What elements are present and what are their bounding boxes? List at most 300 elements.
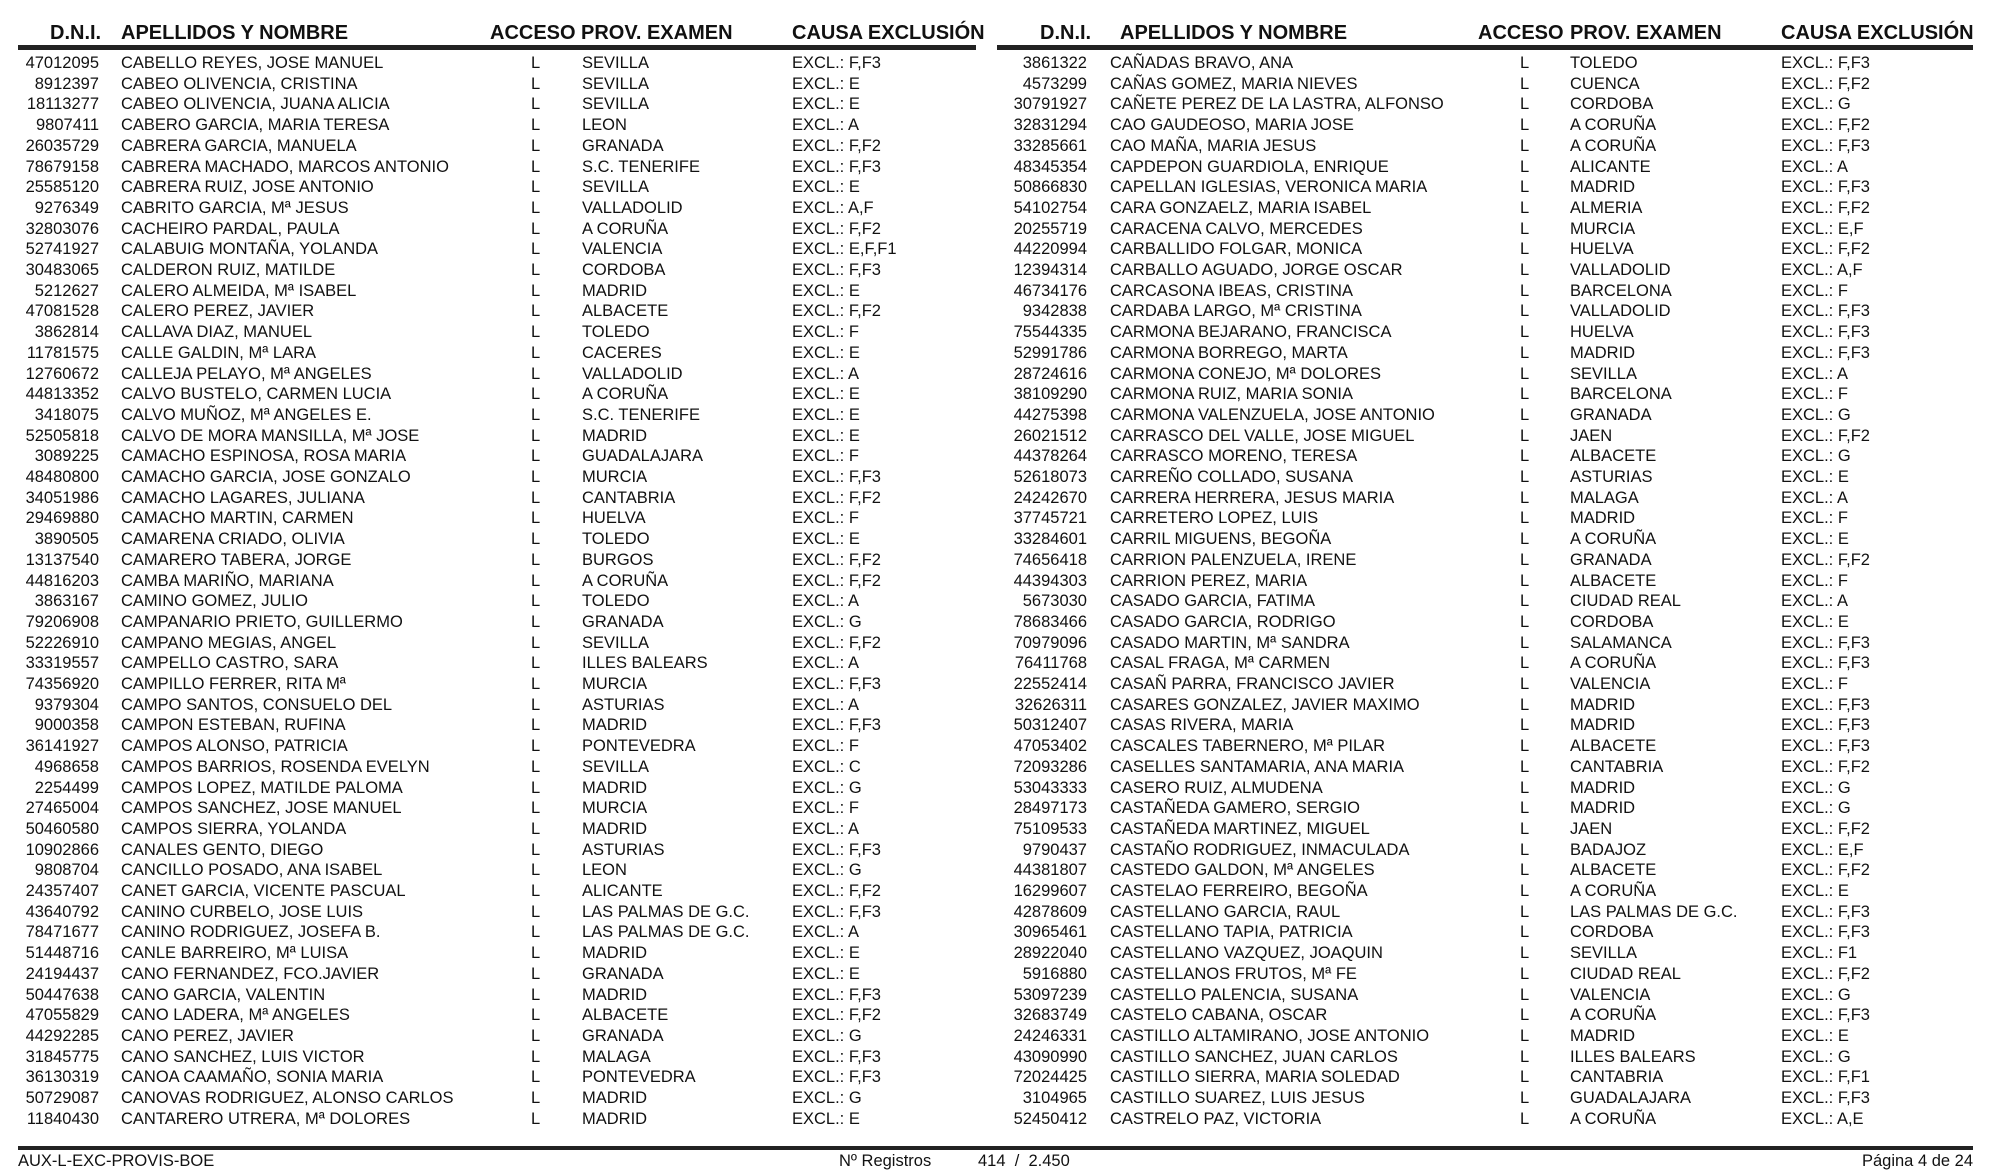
cell-dni: 28497173 [1013,799,1087,818]
table-row [0,157,990,178]
cell-dni: 50312407 [1013,716,1087,735]
cell-name: CAÑETE PEREZ DE LA LASTRA, ALFONSO [1110,95,1444,114]
cell-name: CAO MAÑA, MARIA JESUS [1110,136,1317,155]
table-row [0,405,990,426]
cell-name: CANINO RODRIGUEZ, JOSEFA B. [121,923,381,942]
cell-dni: 44378264 [1013,447,1087,466]
cell-causa: EXCL.: A,F [792,198,874,217]
cell-acceso: L [1520,116,1530,135]
cell-causa: EXCL.: A [1781,364,1848,383]
cell-name: CASTRELO PAZ, VICTORIA [1110,1109,1322,1128]
cell-prov: S.C. TENERIFE [582,157,700,176]
table-row [990,922,1980,943]
cell-dni: 44220994 [1013,240,1087,259]
cell-name: CALABUIG MONTAÑA, YOLANDA [121,240,379,259]
cell-name: CAPELLAN IGLESIAS, VERONICA MARIA [1110,178,1428,197]
table-row [0,343,990,364]
cell-dni: 53097239 [1013,985,1087,1004]
cell-prov: MADRID [582,944,648,963]
cell-name: CABEO OLIVENCIA, JUANA ALICIA [121,95,390,114]
cell-causa: EXCL.: A [792,819,859,838]
table-row [990,736,1980,757]
table-row [990,881,1980,902]
cell-dni: 51448716 [25,944,99,963]
cell-dni: 9342838 [1022,302,1087,321]
cell-dni: 50729087 [25,1089,99,1107]
header-name: APELLIDOS Y NOMBRE [121,22,349,44]
cell-causa: EXCL.: F [792,737,859,756]
cell-acceso: L [531,840,541,859]
cell-dni: 13137540 [25,550,99,569]
table-row [0,488,990,509]
cell-causa: EXCL.: F1 [1781,944,1858,963]
header-prov: PROV. EXAMEN [581,22,733,44]
cell-name: CAMPOS SANCHEZ, JOSE MANUEL [121,799,402,818]
cell-acceso: L [531,757,541,776]
cell-dni: 22552414 [1013,675,1087,693]
cell-dni: 44292285 [25,1026,99,1045]
cell-acceso: L [1520,405,1530,424]
cell-causa: EXCL.: G [1781,985,1851,1004]
cell-dni: 9808704 [34,861,99,880]
cell-causa: EXCL.: E [792,405,860,424]
cell-dni: 2254499 [34,778,99,797]
cell-prov: HUELVA [1570,323,1634,342]
cell-dni: 25585120 [25,178,99,197]
cell-acceso: L [1520,1006,1530,1025]
cell-acceso: L [1520,1047,1530,1066]
table-row [0,384,990,405]
table-row [0,1067,990,1088]
cell-causa: EXCL.: F,F3 [1781,902,1870,921]
cell-dni: 9000358 [34,716,99,735]
table-row [990,964,1980,985]
cell-acceso: L [1520,468,1530,486]
cell-acceso: L [531,1109,541,1128]
cell-name: CALERO ALMEIDA, Mª ISABEL [121,281,357,300]
cell-prov: GRANADA [582,612,664,631]
cell-causa: EXCL.: A [792,695,859,714]
cell-causa: EXCL.: F,F3 [792,468,881,486]
table-row [0,778,990,799]
cell-acceso: L [1520,343,1530,362]
cell-acceso: L [531,716,541,735]
cell-dni: 4573299 [1022,74,1087,93]
cell-prov: A CORUÑA [1570,1109,1657,1128]
cell-acceso: L [1520,488,1530,507]
cell-acceso: L [531,468,541,486]
cell-acceso: L [531,550,541,569]
cell-causa: EXCL.: F,F3 [792,902,881,921]
table-row [0,881,990,902]
cell-causa: EXCL.: G [1781,405,1851,424]
cell-prov: CANTABRIA [1570,1068,1664,1087]
cell-name: CARRION PEREZ, MARIA [1110,571,1308,590]
cell-causa: EXCL.: G [792,1026,862,1045]
cell-causa: EXCL.: F,F1 [1781,1068,1870,1087]
cell-name: CAMPELLO CASTRO, SARA [121,654,339,673]
cell-dni: 75544335 [1013,323,1087,342]
cell-causa: EXCL.: F,F3 [792,675,881,693]
cell-dni: 24194437 [25,964,99,983]
cell-causa: EXCL.: E [792,281,860,300]
cell-prov: MADRID [1570,778,1636,797]
cell-causa: EXCL.: E,F,F1 [792,240,897,259]
cell-prov: VALLADOLID [1570,302,1671,321]
cell-dni: 50460580 [25,819,99,838]
table-row [0,322,990,343]
table-row [990,819,1980,840]
cell-name: CALVO MUÑOZ, Mª ANGELES E. [121,405,372,424]
cell-name: CABRERA GARCIA, MANUELA [121,136,357,155]
cell-name: CASTELLANO TAPIA, PATRICIA [1110,923,1353,942]
cell-name: CAMACHO LAGARES, JULIANA [121,488,365,507]
table-row [990,177,1980,198]
cell-acceso: L [531,778,541,797]
cell-prov: TOLEDO [582,530,650,549]
cell-acceso: L [1520,799,1530,818]
cell-dni: 78471677 [25,923,99,942]
cell-acceso: L [1520,923,1530,942]
cell-acceso: L [531,592,541,611]
cell-prov: MURCIA [1570,219,1636,238]
cell-causa: EXCL.: F,F3 [1781,1006,1870,1025]
cell-name: CARMONA BORREGO, MARTA [1110,343,1348,362]
table-row [990,653,1980,674]
cell-acceso: L [1520,136,1530,155]
cell-name: CASADO GARCIA, RODRIGO [1110,612,1336,631]
cell-acceso: L [1520,1026,1530,1045]
cell-dni: 70979096 [1013,633,1087,652]
cell-prov: MADRID [1570,343,1636,362]
cell-prov: MADRID [1570,695,1636,714]
table-row [0,695,990,716]
cell-prov: SEVILLA [582,757,649,776]
cell-acceso: L [1520,1068,1530,1087]
cell-dni: 43090990 [1013,1047,1087,1066]
cell-causa: EXCL.: A [792,364,859,383]
table-row [990,1067,1980,1088]
cell-prov: MURCIA [582,675,648,693]
cell-causa: EXCL.: F,F3 [1781,323,1870,342]
cell-dni: 3418075 [34,405,99,424]
table-row [990,1109,1980,1130]
cell-causa: EXCL.: F,F3 [1781,737,1870,756]
table-row [990,529,1980,550]
cell-name: CARA GONZAELZ, MARIA ISABEL [1110,198,1372,217]
table-row [990,1047,1980,1068]
cell-name: CASCALES TABERNERO, Mª PILAR [1110,737,1386,756]
cell-prov: JAEN [1570,426,1613,445]
cell-causa: EXCL.: F,F3 [792,716,881,735]
cell-prov: SEVILLA [582,74,649,93]
cell-name: CAMPOS SIERRA, YOLANDA [121,819,347,838]
cell-acceso: L [1520,882,1530,900]
table-row [0,508,990,529]
table-row [0,943,990,964]
table-row [0,840,990,861]
cell-name: CASTELO CABANA, OSCAR [1110,1006,1328,1025]
cell-name: CAMPILLO FERRER, RITA Mª [121,675,346,693]
cell-name: CASTELLANO GARCIA, RAUL [1110,902,1341,921]
table-row [990,53,1980,74]
cell-acceso: L [531,74,541,93]
cell-dni: 10902866 [25,840,99,859]
cell-prov: GRANADA [582,136,664,155]
cell-prov: A CORUÑA [1570,654,1657,673]
table-row [990,1088,1980,1109]
cell-name: CALVO BUSTELO, CARMEN LUCIA [121,385,392,404]
cell-acceso: L [531,654,541,673]
table-row [0,674,990,695]
cell-prov: S.C. TENERIFE [582,405,700,424]
cell-acceso: L [1520,675,1530,693]
cell-causa: EXCL.: F,F2 [1781,116,1870,135]
table-row [990,301,1980,322]
table-row [0,1026,990,1047]
cell-acceso: L [531,364,541,383]
header-dni: D.N.I. [50,22,102,44]
cell-prov: TOLEDO [582,323,650,342]
cell-acceso: L [531,861,541,880]
cell-prov: ALICANTE [582,882,663,900]
table-row [0,922,990,943]
cell-prov: LEON [582,116,627,135]
cell-causa: EXCL.: F,F3 [792,261,881,279]
cell-prov: ALBACETE [1570,861,1657,880]
table-row [990,219,1980,240]
cell-name: CAÑAS GOMEZ, MARIA NIEVES [1110,74,1358,93]
cell-name: CASTILLO SANCHEZ, JUAN CARLOS [1110,1047,1398,1066]
cell-acceso: L [1520,530,1530,549]
cell-dni: 52505818 [25,426,99,445]
cell-prov: SEVILLA [1570,364,1637,383]
cell-name: CAMACHO GARCIA, JOSE GONZALO [121,468,411,486]
table-row [990,798,1980,819]
cell-name: CAMPON ESTEBAN, RUFINA [121,716,346,735]
cell-acceso: L [531,571,541,590]
cell-prov: CACERES [582,343,662,362]
cell-prov: SEVILLA [582,633,649,652]
cell-causa: EXCL.: G [792,861,862,880]
footer-page-number: Página 4 de 24 [1861,1152,1973,1170]
table-row [0,819,990,840]
cell-dni: 75109533 [1013,819,1087,838]
cell-dni: 11781575 [26,343,99,362]
cell-dni: 8912397 [34,74,99,93]
cell-name: CARREÑO COLLADO, SUSANA [1110,468,1353,486]
cell-prov: A CORUÑA [582,571,669,590]
cell-prov: GRANADA [1570,405,1652,424]
cell-acceso: L [531,902,541,921]
table-row [0,860,990,881]
table-row [990,364,1980,385]
cell-causa: EXCL.: F,F3 [792,1068,881,1087]
cell-causa: EXCL.: A,E [1781,1109,1864,1128]
cell-causa: EXCL.: E [792,178,860,197]
cell-name: CAMPOS ALONSO, PATRICIA [121,737,348,756]
cell-prov: MADRID [582,1109,648,1128]
cell-name: CASERO RUIZ, ALMUDENA [1110,778,1323,797]
cell-acceso: L [1520,985,1530,1004]
header-acceso: ACCESO [490,22,576,44]
cell-name: CAMPOS LOPEZ, MATILDE PALOMA [121,778,403,797]
cell-acceso: L [531,1006,541,1025]
cell-acceso: L [531,54,541,72]
cell-name: CASAÑ PARRA, FRANCISCO JAVIER [1110,675,1395,693]
cell-acceso: L [1520,944,1530,963]
table-row [0,260,990,281]
cell-dni: 52450412 [1013,1109,1087,1128]
cell-acceso: L [1520,819,1530,838]
cell-dni: 30965461 [1013,923,1087,942]
cell-name: CASTELLO PALENCIA, SUSANA [1110,985,1359,1004]
cell-name: CASAL FRAGA, Mª CARMEN [1110,654,1331,673]
cell-acceso: L [1520,219,1530,238]
cell-name: CAMPO SANTOS, CONSUELO DEL [121,695,393,714]
cell-dni: 24242670 [1013,488,1087,507]
table-row [0,426,990,447]
cell-name: CARMONA RUIZ, MARIA SONIA [1110,385,1353,404]
cell-prov: CIUDAD REAL [1570,964,1681,983]
table-row [990,571,1980,592]
cell-acceso: L [1520,1109,1530,1128]
table-row [990,426,1980,447]
table-row [990,985,1980,1006]
cell-name: CAPDEPON GUARDIOLA, ENRIQUE [1110,157,1389,176]
cell-dni: 3861322 [1022,54,1087,72]
cell-name: CARRIL MIGUENS, BEGOÑA [1110,530,1332,549]
cell-acceso: L [531,633,541,652]
cell-acceso: L [1520,571,1530,590]
cell-acceso: L [531,447,541,466]
cell-name: CAMBA MARIÑO, MARIANA [121,571,334,590]
cell-dni: 33285661 [1013,136,1087,155]
table-row [0,281,990,302]
header-prov: PROV. EXAMEN [1570,22,1722,44]
cell-prov: A CORUÑA [582,385,669,404]
cell-name: CASTILLO ALTAMIRANO, JOSE ANTONIO [1110,1026,1430,1045]
table-row [0,198,990,219]
cell-name: CANALES GENTO, DIEGO [121,840,324,859]
cell-prov: LEON [582,861,627,880]
cell-prov: A CORUÑA [1570,530,1657,549]
cell-prov: VALLADOLID [582,198,683,217]
cell-acceso: L [1520,633,1530,652]
table-row [0,736,990,757]
cell-acceso: L [1520,778,1530,797]
cell-acceso: L [531,198,541,217]
cell-name: CALVO DE MORA MANSILLA, Mª JOSE [121,426,420,445]
cell-name: CASTAÑEDA MARTINEZ, MIGUEL [1110,819,1370,838]
cell-causa: EXCL.: F,F3 [1781,136,1870,155]
cell-prov: MALAGA [582,1047,651,1066]
table-row [0,633,990,654]
cell-acceso: L [1520,964,1530,983]
cell-name: CAMACHO MARTIN, CARMEN [121,509,354,528]
table-row [0,1005,990,1026]
cell-dni: 12760672 [25,364,99,383]
cell-causa: EXCL.: E [792,343,860,362]
table-row [0,239,990,260]
cell-prov: MADRID [582,1089,648,1107]
cell-prov: A CORUÑA [1570,116,1657,135]
cell-causa: EXCL.: A,F [1781,261,1863,279]
cell-acceso: L [531,405,541,424]
cell-name: CAMPANARIO PRIETO, GUILLERMO [121,612,403,631]
cell-prov: TOLEDO [1570,54,1638,72]
cell-causa: EXCL.: F,F3 [1781,695,1870,714]
cell-acceso: L [1520,1089,1530,1107]
cell-name: CASTILLO SUAREZ, LUIS JESUS [1110,1089,1365,1107]
cell-dni: 9790437 [1022,840,1087,859]
cell-prov: ALICANTE [1570,157,1651,176]
cell-name: CASTELLANOS FRUTOS, Mª FE [1110,964,1357,983]
table-row [990,633,1980,654]
cell-causa: EXCL.: E [792,426,860,445]
cell-prov: MURCIA [582,799,648,818]
cell-causa: EXCL.: F,F2 [792,1006,881,1025]
cell-acceso: L [1520,302,1530,321]
cell-acceso: L [531,302,541,321]
cell-dni: 52741927 [25,240,99,259]
cell-dni: 47055829 [25,1006,99,1025]
cell-dni: 24357407 [25,882,99,900]
table-row [990,860,1980,881]
cell-prov: PONTEVEDRA [582,1068,696,1087]
cell-causa: EXCL.: F,F2 [1781,240,1870,259]
cell-dni: 42878609 [1013,902,1087,921]
cell-acceso: L [1520,178,1530,197]
table-row [990,115,1980,136]
cell-name: CASTILLO SIERRA, MARIA SOLEDAD [1110,1068,1400,1087]
cell-name: CASADO MARTIN, Mª SANDRA [1110,633,1350,652]
cell-name: CASTEDO GALDON, Mª ANGELES [1110,861,1375,880]
cell-prov: VALENCIA [1570,985,1651,1004]
cell-causa: EXCL.: F [792,323,859,342]
cell-name: CARDABA LARGO, Mª CRISTINA [1110,302,1362,321]
cell-dni: 11840430 [26,1109,99,1128]
cell-name: CANO SANCHEZ, LUIS VICTOR [121,1047,365,1066]
cell-dni: 50447638 [25,985,99,1004]
cell-name: CABRITO GARCIA, Mª JESUS [121,198,349,217]
table-row [0,446,990,467]
footer-rule [18,1146,1973,1150]
cell-prov: SEVILLA [1570,944,1637,963]
cell-dni: 5212627 [34,281,99,300]
cell-name: CALLE GALDIN, Mª LARA [121,343,317,362]
table-row [0,1109,990,1130]
table-row [990,943,1980,964]
cell-name: CALERO PEREZ, JAVIER [121,302,315,321]
cell-prov: A CORUÑA [1570,882,1657,900]
cell-dni: 44394303 [1013,571,1087,590]
cell-dni: 46734176 [1013,281,1087,300]
cell-name: CARRASCO DEL VALLE, JOSE MIGUEL [1110,426,1415,445]
footer-registros-value: 414 / 2.450 [978,1152,1070,1170]
cell-prov: ASTURIAS [582,840,665,859]
cell-causa: EXCL.: G [1781,1047,1851,1066]
cell-acceso: L [1520,509,1530,528]
cell-causa: EXCL.: A [792,923,859,942]
cell-acceso: L [531,426,541,445]
cell-acceso: L [531,240,541,259]
cell-acceso: L [1520,385,1530,404]
table-row [990,136,1980,157]
cell-causa: EXCL.: G [1781,799,1851,818]
cell-prov: MADRID [1570,509,1636,528]
cell-prov: ILLES BALEARS [1570,1047,1696,1066]
